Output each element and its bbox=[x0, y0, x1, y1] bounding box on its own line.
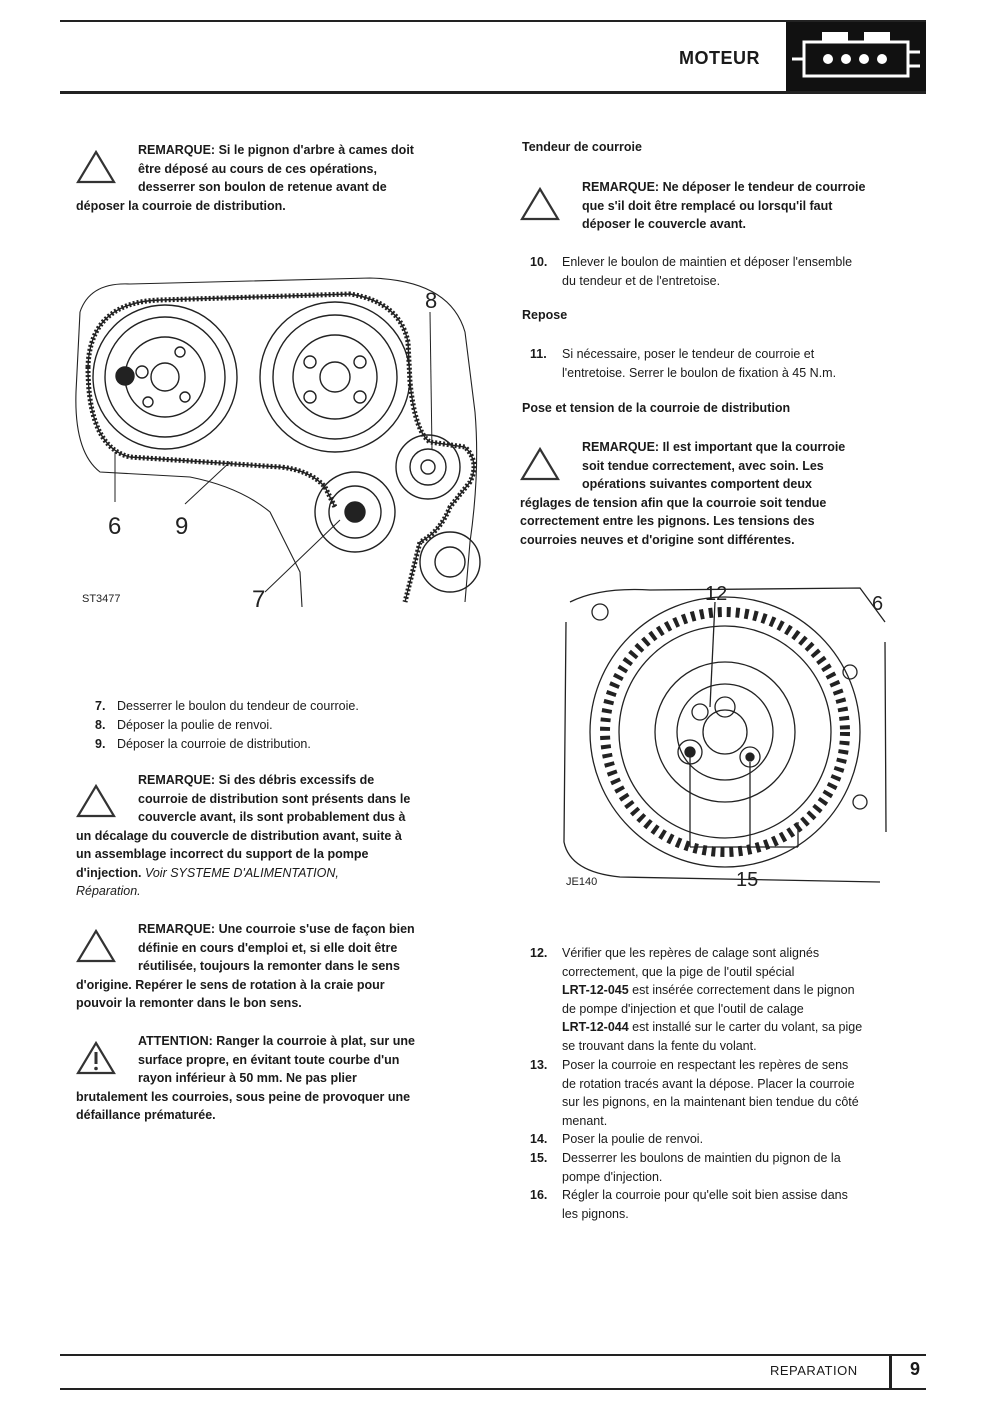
engine-icon bbox=[786, 22, 926, 92]
note-line: d'origine. Repérer le sens de rotation à la craie pour bbox=[76, 977, 385, 992]
callout-label: 7 bbox=[252, 586, 266, 613]
section-heading-refit: Repose bbox=[522, 308, 568, 322]
step-text: Poser la courroie en respectant les repères de sens bbox=[562, 1058, 849, 1072]
step-item bbox=[530, 253, 930, 291]
step-number: 7. bbox=[95, 699, 106, 713]
note-label: REMARQUE: bbox=[138, 922, 216, 936]
note-line: correctement entre les pignons. Les tensions des bbox=[520, 514, 815, 528]
warning-triangle-icon bbox=[76, 928, 116, 964]
step-number: 15. bbox=[530, 1151, 548, 1165]
step-text: Poser la poulie de renvoi. bbox=[562, 1132, 704, 1146]
warning-triangle-icon bbox=[76, 783, 116, 819]
step-text: est insérée correctement dans le pignon bbox=[628, 983, 855, 997]
note-line: un décalage du couvercle de distribution avant, suite à bbox=[76, 828, 402, 843]
note-line: que s'il doit être remplacé ou lorsqu'il faut bbox=[582, 198, 833, 213]
step-text: se trouvant dans la fente du volant. bbox=[562, 1038, 757, 1053]
note-label: REMARQUE: bbox=[138, 773, 216, 787]
tool-reference: LRT-12-044 bbox=[562, 1020, 629, 1034]
callout-label: 9 bbox=[175, 513, 189, 540]
note-line: défaillance prématurée. bbox=[76, 1108, 216, 1122]
note-label: ATTENTION: bbox=[138, 1034, 213, 1048]
note-lead: Ne déposer le tendeur de courroie bbox=[662, 180, 866, 194]
note-line: opérations suivantes comportent deux bbox=[582, 477, 812, 491]
warning-triangle-icon bbox=[520, 186, 560, 222]
step-text: Déposer la courroie de distribution. bbox=[117, 737, 311, 751]
note-line: rayon inférieur à 50 mm. Ne pas plier bbox=[138, 1071, 357, 1085]
warning-triangle-icon bbox=[76, 149, 116, 185]
step-item bbox=[530, 345, 930, 383]
step-text: Si nécessaire, poser le tendeur de courroie et bbox=[562, 347, 815, 361]
step-text: de rotation tracés avant la dépose. Placer la courroie bbox=[562, 1076, 855, 1091]
warning-triangle-icon bbox=[520, 446, 560, 482]
step-number: 14. bbox=[530, 1132, 548, 1146]
figure-code: JE140 bbox=[566, 876, 598, 888]
note-label: REMARQUE: bbox=[582, 440, 660, 454]
step-number: 11. bbox=[530, 347, 547, 361]
note-line: couvercle avant, ils sont probablement dus à bbox=[138, 810, 406, 824]
step-text: les pignons. bbox=[562, 1206, 629, 1221]
note-belt-debris bbox=[76, 771, 496, 901]
step-text: sur les pignons, en la maintenant bien tendue du côté bbox=[562, 1095, 859, 1109]
note-line: d'injection. bbox=[76, 865, 142, 880]
step-number: 9. bbox=[95, 737, 106, 751]
note-line: soit tendue correctement, avec soin. Les bbox=[582, 458, 824, 473]
step-number: 12. bbox=[530, 946, 548, 960]
step-item bbox=[95, 697, 495, 716]
step-item bbox=[95, 716, 495, 735]
step-text: menant. bbox=[562, 1113, 608, 1128]
page-title: MOTEUR bbox=[679, 48, 760, 68]
caution-triangle-icon bbox=[76, 1040, 116, 1076]
note-label: REMARQUE: bbox=[138, 143, 216, 157]
step-text: Régler la courroie pour qu'elle soit bien assise dans bbox=[562, 1188, 848, 1202]
step-item bbox=[530, 1186, 940, 1224]
step-item bbox=[530, 1130, 940, 1149]
note-line: réutilisée, toujours la remonter dans le sens bbox=[138, 959, 400, 973]
note-tensioner bbox=[520, 178, 930, 234]
step-text: Desserrer les boulons de maintien du pignon de la bbox=[562, 1151, 841, 1165]
note-line: courroie de distribution sont présents dans le bbox=[138, 791, 411, 806]
step-number: 8. bbox=[95, 718, 106, 732]
footer-rule-top bbox=[60, 1354, 926, 1356]
step-text: du tendeur et de l'entretoise. bbox=[562, 273, 721, 288]
note-line: réglages de tension afin que la courroie soit tendue bbox=[520, 495, 827, 510]
note-line: brutalement les courroies, sous peine de provoquer une bbox=[76, 1089, 411, 1104]
section-heading-tensioner: Tendeur de courroie bbox=[522, 140, 642, 154]
step-item bbox=[95, 735, 495, 754]
step-text: Déposer la poulie de renvoi. bbox=[117, 718, 273, 732]
callout-label: 6 bbox=[108, 513, 122, 540]
step-text: Vérifier que les repères de calage sont alignés bbox=[562, 946, 820, 960]
step-text: de pompe d'injection et que l'outil de calage bbox=[562, 1001, 804, 1016]
step-text: l'entretoise. Serrer le boulon de fixation à 45 N.m. bbox=[562, 365, 837, 380]
page-number: 9 bbox=[910, 1359, 921, 1379]
step-text: Desserrer le boulon du tendeur de courroie. bbox=[117, 699, 359, 713]
note-label: REMARQUE: bbox=[582, 180, 660, 194]
callout-label: 15 bbox=[736, 869, 759, 891]
step-number: 16. bbox=[530, 1188, 548, 1202]
note-belt-storage bbox=[76, 1032, 496, 1125]
timing-belt-diagram bbox=[70, 272, 490, 617]
note-lead: Une courroie s'use de façon bien bbox=[218, 922, 415, 936]
step-text: pompe d'injection. bbox=[562, 1169, 663, 1184]
step-number: 10. bbox=[530, 255, 548, 269]
section-heading-belt-tension: Pose et tension de la courroie de distribution bbox=[522, 401, 791, 415]
note-camshaft bbox=[76, 141, 496, 215]
footer-rule-bottom bbox=[60, 1388, 926, 1390]
callout-label: 8 bbox=[425, 288, 438, 313]
step-text: correctement, que la pige de l'outil spécial bbox=[562, 964, 795, 979]
note-line: desserrer son boulon de retenue avant de bbox=[138, 180, 387, 194]
note-line: un assemblage incorrect du support de la pompe bbox=[76, 847, 369, 861]
header-rule-bottom bbox=[60, 91, 926, 94]
note-lead: Ranger la courroie à plat, sur une bbox=[216, 1034, 415, 1048]
figure-code: ST3477 bbox=[82, 593, 121, 605]
note-line: courroies neuves et d'origine sont différentes. bbox=[520, 532, 795, 547]
note-lead: Si des débris excessifs de bbox=[218, 773, 375, 787]
note-line: surface propre, en évitant toute courbe d'un bbox=[138, 1052, 400, 1067]
step-item bbox=[530, 944, 940, 1059]
note-lead: Si le pignon d'arbre à cames doit bbox=[218, 143, 414, 157]
note-line: déposer le couvercle avant. bbox=[582, 217, 746, 231]
cross-reference-link[interactable]: Réparation. bbox=[76, 884, 141, 898]
note-line: pouvoir la remonter dans le bon sens. bbox=[76, 996, 302, 1010]
note-line: être déposé au cours de ces opérations, bbox=[138, 161, 377, 176]
step-item bbox=[530, 1149, 940, 1187]
callout-label: 12 bbox=[705, 583, 728, 605]
footer-section-label: REPARATION bbox=[770, 1363, 858, 1378]
note-line: déposer la courroie de distribution. bbox=[76, 198, 286, 213]
note-lead: Il est important que la courroie bbox=[662, 440, 846, 454]
tool-reference: LRT-12-045 bbox=[562, 983, 629, 997]
step-text: Enlever le boulon de maintien et déposer l'ensemble bbox=[562, 255, 853, 269]
note-belt-tension bbox=[520, 438, 930, 549]
injection-pump-sprocket-diagram bbox=[560, 582, 890, 892]
step-number: 13. bbox=[530, 1058, 548, 1072]
note-belt-direction bbox=[76, 920, 496, 1013]
note-line: définie en cours d'emploi et, si elle doit être bbox=[138, 940, 398, 955]
footer-separator bbox=[889, 1356, 892, 1388]
step-text: est installé sur le carter du volant, sa pige bbox=[628, 1020, 863, 1034]
cross-reference-link[interactable]: Voir SYSTEME D'ALIMENTATION, bbox=[144, 865, 339, 880]
step-item bbox=[530, 1056, 940, 1132]
callout-label: 6 bbox=[872, 593, 884, 615]
